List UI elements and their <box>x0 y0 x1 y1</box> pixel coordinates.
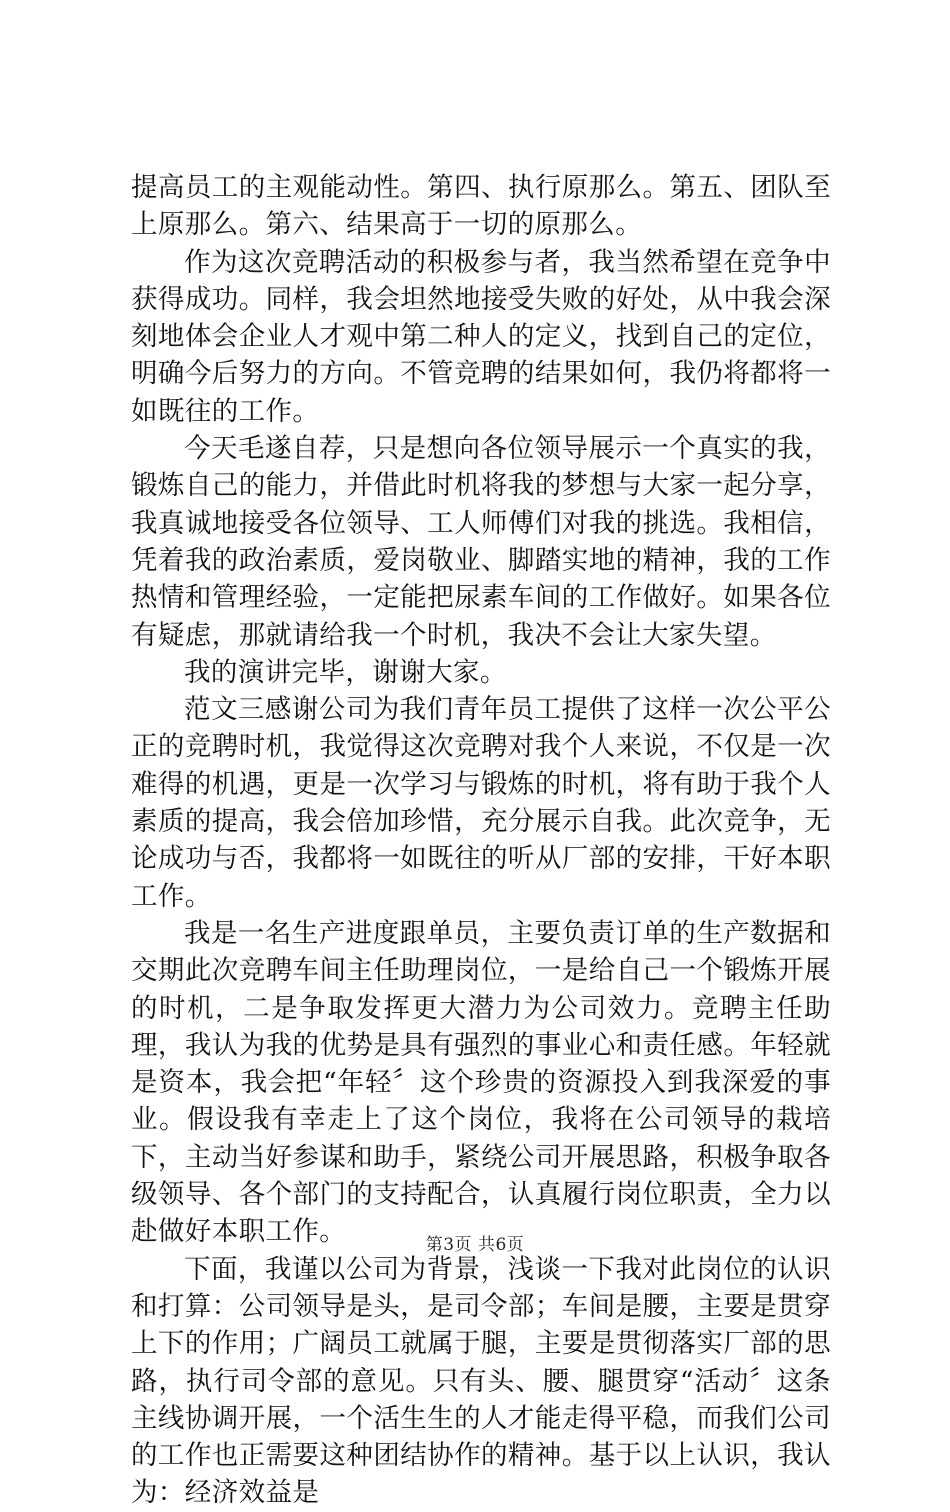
paragraph-3: 今天毛遂自荐，只是想向各位领导展示一个真实的我，锻炼自己的能力，并借此时机将我的梦想与大家一起分享，我真诚地接受各位领导、工人师傅们对我的挑选。我相信，凭着我的政治素质，爱岗敬业、脚踏实地的精神，我的工作热情和管理经验，一定能把尿素车间的工作做好。如果各位有疑虑，那就请给我一个时机，我决不会让大家失望。 <box>131 433 831 651</box>
paragraph-4: 我的演讲完毕，谢谢大家。 <box>184 656 507 688</box>
paragraph-2: 作为这次竞聘活动的积极参与者，我当然希望在竞争中获得成功。同样，我会坦然地接受失败的好处，从中我会深刻地体会企业人才观中第二种人的定义，找到自己的定位，明确今后努力的方向。不管竞聘的结果如何，我仍将都将一如既往的工作。 <box>131 246 831 427</box>
paragraph-5: 范文三感谢公司为我们青年员工提供了这样一次公平公正的竞聘时机，我觉得这次竞聘对我个人来说，不仅是一次难得的机遇，更是一次学习与锻炼的时机，将有助于我个人素质的提高，我会倍加珍惜，充分展示自我。此次竞争，无论成功与否，我都将一如既往的听从厂部的安排，干好本职工作。 <box>131 694 831 912</box>
page-footer: 第3页 共6页 <box>425 1235 525 1255</box>
paragraph-6: 我是一名生产进度跟单员，主要负责订单的生产数据和交期此次竞聘车间主任助理岗位，一是给自己一个锻炼开展的时机，二是争取发挥更大潜力为公司效力。竞聘主任助理，我认为我的优势是具有强烈的事业心和责任感。年轻就是资本，我会把“年轻〞这个珍贵的资源投入到我深爱的事业。假设我有幸走上了这个岗位，我将在公司领导的栽培下，主动当好参谋和助手，紧绕公司开展思路，积极争取各级领导、各个部门的支持配合，认真履行岗位职责，全力以赴做好本职工作。 <box>131 917 831 1248</box>
document-body <box>131 169 831 1512</box>
paragraph-7: 下面，我谨以公司为背景，浅谈一下我对此岗位的认识和打算：公司领导是头，是司令部；车间是腰，主要是贯穿上下的作用；广阔员工就属于腿，主要是贯彻落实厂部的思路，执行司令部的意见。只有头、腰、腿贯穿“活动〞这条主线协调开展，一个活生生的人才能走得平稳，而我们公司的工作也正需要这种团结协作的精神。基于以上认识，我认为：经济效益是 <box>131 1253 831 1509</box>
paragraph-1: 提高员工的主观能动性。第四、执行原那么。第五、团队至上原那么。第六、结果高于一切的原那么。 <box>131 172 831 241</box>
